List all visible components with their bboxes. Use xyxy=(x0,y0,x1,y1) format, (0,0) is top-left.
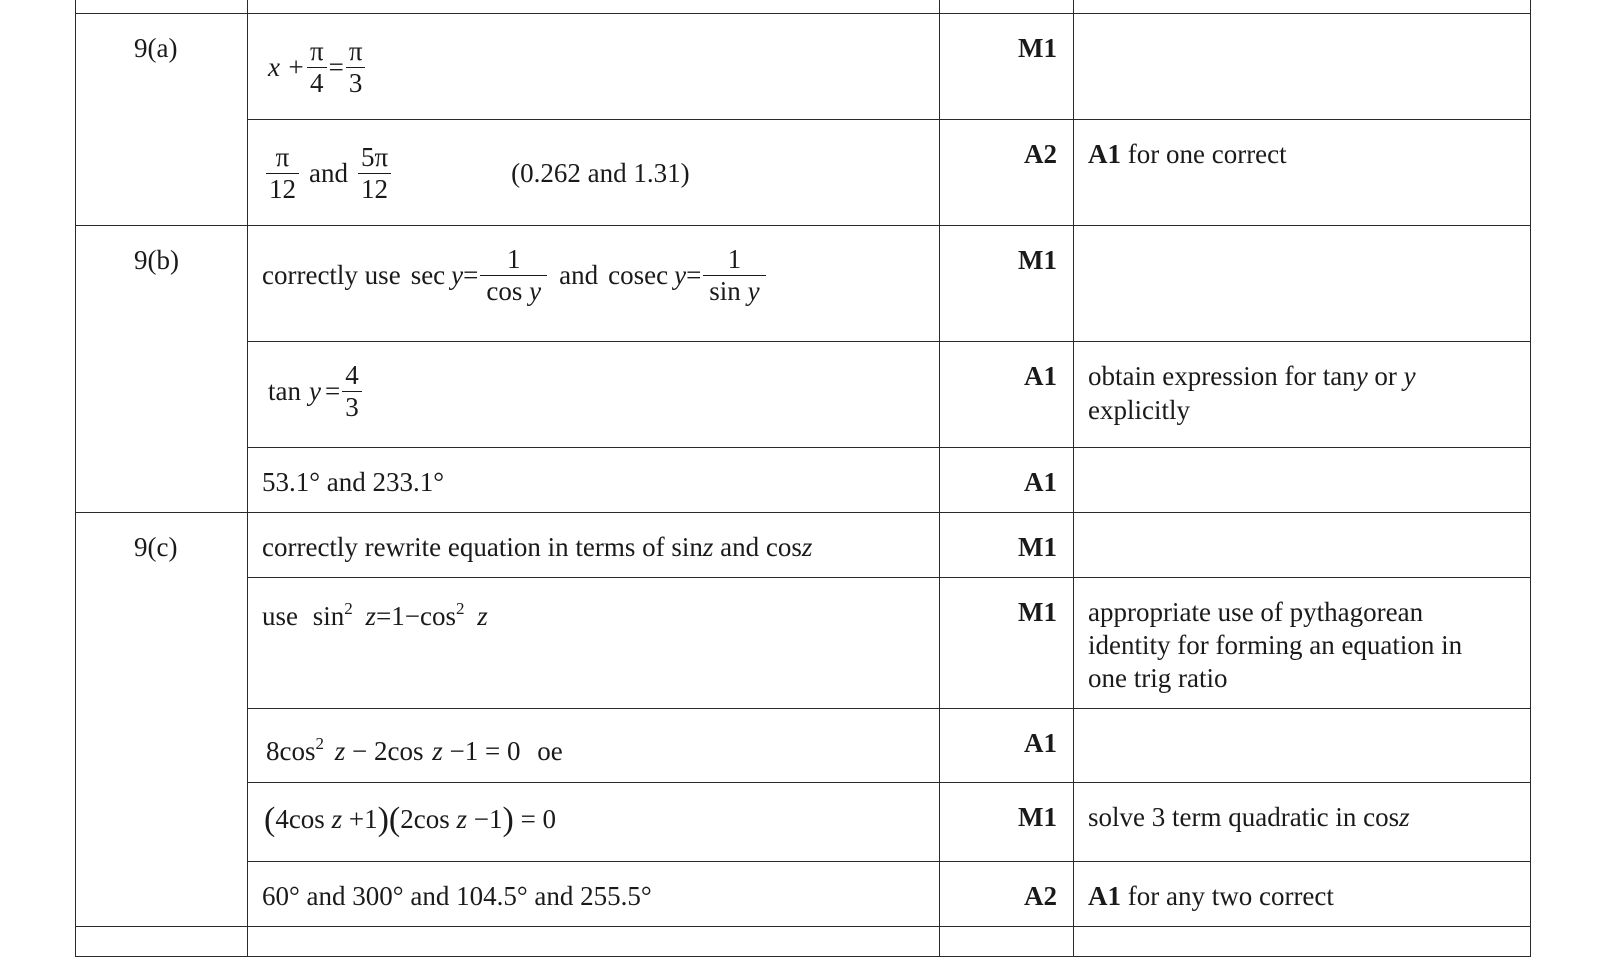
answer-cell: use $\sin^2 z=1-\cos^2$ z xyxy=(248,578,940,709)
table-row xyxy=(76,120,1531,226)
sec-fn: sec xyxy=(410,259,446,290)
guidance-cell: obtain expression for tany or y explicitly xyxy=(1074,342,1531,448)
mark-cell: M1 xyxy=(940,14,1074,120)
mark-cell: A2 xyxy=(940,862,1074,927)
fraction: $\frac{5\pi}{12}$ xyxy=(358,142,391,205)
fraction: $\frac{\pi}{4}$ xyxy=(307,36,327,99)
answer-cell: correctly rewrite equation in terms of sinz and cosz xyxy=(248,513,940,578)
empty-cell xyxy=(76,927,248,957)
answer-text: correctly use xyxy=(262,259,401,290)
mark-cell: M1 xyxy=(940,226,1074,342)
table-row xyxy=(76,578,1531,709)
cosec-fn: cosec xyxy=(608,259,669,290)
and-word: and xyxy=(309,157,348,188)
answer-cell: tan y = $\frac{4}{3}$ xyxy=(248,342,940,448)
table-row xyxy=(76,342,1531,448)
fraction: $\frac{1}{\text{sin y}}$ xyxy=(703,244,765,307)
mark-cell: M1 xyxy=(940,513,1074,578)
guidance-cell: A1 for any two correct xyxy=(1074,862,1531,927)
answer-cell: 53.1° and 233.1° xyxy=(248,448,940,513)
empty-cell xyxy=(940,0,1074,14)
question-label: 9(a) xyxy=(76,14,248,226)
empty-cell xyxy=(248,0,940,14)
empty-cell xyxy=(76,0,248,14)
equals-sign: = xyxy=(328,51,344,82)
mark-cell: M1 xyxy=(940,783,1074,862)
fraction: $\frac{\pi}{3}$ xyxy=(346,36,366,99)
table-row xyxy=(76,226,1531,342)
answer-cell: 60° and 300° and 104.5° and 255.5° xyxy=(248,862,940,927)
table-row xyxy=(76,783,1531,862)
answer-cell: correctly use sec y = $\frac{1}{\text{cos y}}$ and cosec y = $\frac{1}{\text{sin y}}$ xyxy=(248,226,940,342)
guidance-cell xyxy=(1074,448,1531,513)
answer-cell xyxy=(248,14,940,120)
guidance-cell: appropriate use of pythagorean identity for forming an equation in one trig ratio xyxy=(1074,578,1531,709)
table-row xyxy=(76,709,1531,783)
mark-cell: A1 xyxy=(940,709,1074,783)
guidance-cell xyxy=(1074,513,1531,578)
answer-cell: $8\cos^2$ z − 2cos z −1 = 0 oe xyxy=(248,709,940,783)
answer-cell xyxy=(248,120,940,226)
mark-cell: A1 xyxy=(940,448,1074,513)
guidance-cell xyxy=(1074,709,1531,783)
tan-fn: tan xyxy=(268,375,301,406)
empty-cell xyxy=(248,927,940,957)
table-row xyxy=(76,448,1531,513)
fraction: $\frac{\pi}{12}$ xyxy=(266,142,299,205)
answer-lhs: x + xyxy=(268,51,305,82)
guidance-cell: solve 3 term quadratic in cosz xyxy=(1074,783,1531,862)
empty-cell xyxy=(940,927,1074,957)
fraction: $\frac{1}{\text{cos y}}$ xyxy=(480,244,547,307)
answer-cell: (4cos z +1)(2cos z −1) = 0 xyxy=(248,783,940,862)
question-label: 9(c) xyxy=(76,513,248,927)
empty-cell xyxy=(1074,927,1531,957)
question-label: 9(b) xyxy=(76,226,248,513)
guidance-cell xyxy=(1074,14,1531,120)
empty-cell xyxy=(1074,0,1531,14)
table-row xyxy=(76,14,1531,120)
table-row-top-partial xyxy=(76,0,1531,14)
table-row xyxy=(76,862,1531,927)
mark-cell: M1 xyxy=(940,578,1074,709)
mark-cell: A1 xyxy=(940,342,1074,448)
table-row xyxy=(76,513,1531,578)
fraction: $\frac{4}{3}$ xyxy=(342,360,362,423)
mark-scheme-table xyxy=(75,0,1531,957)
guidance-cell xyxy=(1074,226,1531,342)
decimal-alternative: (0.262 and 1.31) xyxy=(511,157,690,188)
table-row-bottom-partial xyxy=(76,927,1531,957)
guidance-cell: A1 for one correct xyxy=(1074,120,1531,226)
mark-cell: A2 xyxy=(940,120,1074,226)
